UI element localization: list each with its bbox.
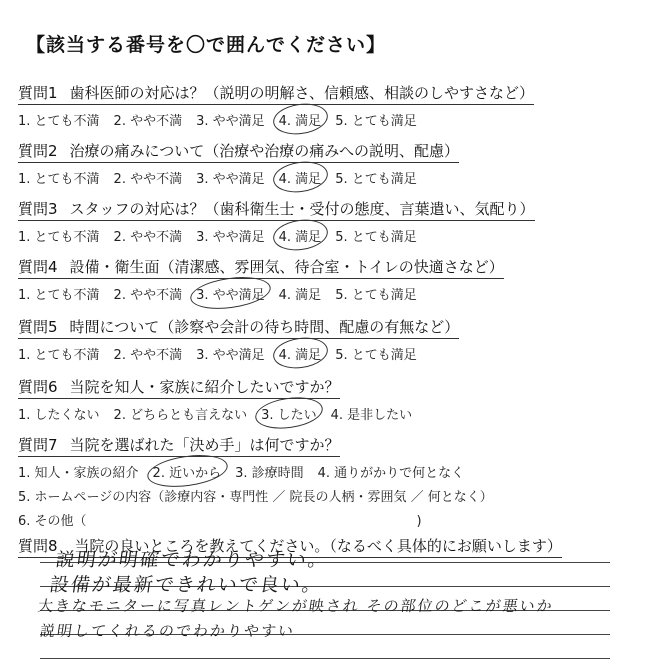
answer-option-label: 2. どちらとも言えない xyxy=(113,408,248,423)
question-number: 質問4 xyxy=(18,258,58,276)
answer-option[interactable] xyxy=(18,168,100,187)
answer-option-label: 3. やや満足 xyxy=(196,288,265,303)
answer-options xyxy=(18,344,618,363)
answer-options xyxy=(18,110,618,129)
question-number: 質問2 xyxy=(18,142,58,160)
question-block xyxy=(18,198,618,245)
question-number: 質問3 xyxy=(18,200,58,218)
page-title: 【該当する番号を〇で囲んでください】 xyxy=(26,34,387,56)
answer-option[interactable] xyxy=(235,462,304,481)
answer-option-label: 1. とても不満 xyxy=(18,172,100,187)
answer-option[interactable] xyxy=(335,284,417,303)
hand-drawn-circle xyxy=(271,216,329,253)
question-heading xyxy=(18,316,459,339)
answer-option-label: 3. やや満足 xyxy=(196,348,265,363)
question-block xyxy=(18,434,618,529)
handwritten-answer-line: 説明が明確でわかりやすい。 xyxy=(54,549,331,571)
answer-options xyxy=(18,284,618,303)
answer-option[interactable] xyxy=(153,462,222,481)
answer-option-label: 1. とても不満 xyxy=(18,348,100,363)
question-heading xyxy=(18,140,459,163)
question-number: 質問5 xyxy=(18,318,58,336)
answer-option-label: 1. とても不満 xyxy=(18,114,100,129)
answer-option-label: 2. やや不満 xyxy=(113,230,183,245)
answer-option[interactable] xyxy=(279,344,322,363)
answer-option-label: 1. とても不満 xyxy=(18,230,100,245)
answer-option-label: 5. とても満足 xyxy=(335,172,417,187)
handwritten-answer-line: 大きなモニターに写真レントゲンが映され その部位のどこが悪いか xyxy=(36,597,555,615)
answer-option-label: 4. 満足 xyxy=(278,114,322,129)
answer-option-label: 4. 通りがかりで何となく xyxy=(317,466,465,481)
answer-option-label: 3. やや満足 xyxy=(196,114,265,129)
answer-option[interactable] xyxy=(279,226,322,245)
answer-option[interactable] xyxy=(279,168,322,187)
answer-option-label: 4. 是非したい xyxy=(330,408,413,423)
answer-options xyxy=(18,462,618,481)
answer-option[interactable] xyxy=(335,110,417,129)
answer-option[interactable] xyxy=(114,168,183,187)
hand-drawn-circle xyxy=(271,334,329,371)
answer-option[interactable] xyxy=(114,284,183,303)
answer-option[interactable] xyxy=(18,462,139,481)
answer-option-label: 3. 診療時間 xyxy=(235,466,304,481)
question-block xyxy=(18,316,618,363)
answer-options-extra[interactable]: 5. ホームページの内容（診療内容・専門性 ／ 院長の人柄・雰囲気 ／ 何となく） xyxy=(18,490,493,505)
answer-option-label: 2. やや不満 xyxy=(113,114,183,129)
question-block xyxy=(18,256,618,303)
question-text: 時間について（診察や会計の待ち時間、配慮の有無など） xyxy=(69,318,460,336)
answer-option-label: 4. 満足 xyxy=(278,348,322,363)
question-heading xyxy=(18,198,535,221)
question-text: スタッフの対応は？（歯科衛生士・受付の態度、言葉遣い、気配り） xyxy=(69,200,535,218)
answer-option[interactable] xyxy=(114,344,183,363)
answer-option[interactable] xyxy=(331,404,413,423)
question-text: 歯科医師の対応は？（説明の明解さ、信頼感、相談のしやすさなど） xyxy=(69,84,534,102)
answer-option[interactable] xyxy=(196,168,265,187)
answer-option-label: 1. 知人・家族の紹介 xyxy=(18,466,139,481)
question-text: 設備・衛生面（清潔感、雰囲気、待合室・トイレの快適さなど） xyxy=(69,258,504,276)
question-heading xyxy=(18,82,534,105)
answer-option[interactable] xyxy=(18,344,100,363)
question-number: 質問6 xyxy=(18,378,58,396)
answer-option[interactable] xyxy=(114,404,248,423)
question-block xyxy=(18,140,618,187)
other-label: 6. その他（ xyxy=(18,514,87,529)
answer-option[interactable] xyxy=(335,226,417,245)
question-heading xyxy=(18,434,340,457)
other-close-paren: ) xyxy=(416,514,422,529)
answer-option-label: 3. やや満足 xyxy=(196,230,265,245)
answer-option-label: 2. やや不満 xyxy=(113,172,183,187)
answer-option[interactable] xyxy=(279,110,322,129)
answer-option-label: 4. 満足 xyxy=(278,230,322,245)
answer-option[interactable] xyxy=(196,284,265,303)
answer-option-label: 5. とても満足 xyxy=(335,348,417,363)
handwritten-answer-line: 説明してくれるのでわかりやすい xyxy=(38,622,297,640)
answer-options xyxy=(18,168,618,187)
question-block xyxy=(18,82,618,129)
answer-option[interactable] xyxy=(261,404,317,423)
answer-option-label: 5. とても満足 xyxy=(335,230,417,245)
question-text: 治療の痛みについて（治療や治療の痛みへの説明、配慮） xyxy=(69,142,459,160)
hand-drawn-circle xyxy=(271,158,329,195)
answer-option[interactable] xyxy=(114,110,183,129)
answer-option[interactable] xyxy=(196,226,265,245)
answer-option-label: 2. やや不満 xyxy=(113,348,183,363)
answer-option-label: 5. とても満足 xyxy=(335,114,417,129)
question-heading xyxy=(18,256,504,279)
answer-option[interactable] xyxy=(18,226,100,245)
answer-option[interactable] xyxy=(18,110,100,129)
answer-option-label: 3. やや満足 xyxy=(196,172,265,187)
answer-option-label: 2. 近いから xyxy=(152,466,222,481)
answer-options xyxy=(18,226,618,245)
answer-option-label: 1. したくない xyxy=(18,408,100,423)
answer-option-other[interactable] xyxy=(18,510,618,529)
answer-option[interactable] xyxy=(335,168,417,187)
answer-option-label: 3. したい xyxy=(261,408,317,423)
answer-option[interactable] xyxy=(335,344,417,363)
answer-option[interactable] xyxy=(279,284,322,303)
answer-option[interactable] xyxy=(196,344,265,363)
hand-drawn-circle xyxy=(271,100,329,137)
answer-option[interactable] xyxy=(196,110,265,129)
answer-option[interactable] xyxy=(318,462,465,481)
answer-option-label: 5. とても満足 xyxy=(335,288,417,303)
answer-option-label: 4. 満足 xyxy=(278,288,322,303)
answer-line xyxy=(40,658,610,659)
answer-option[interactable] xyxy=(18,284,100,303)
answer-option-label: 2. やや不満 xyxy=(113,288,183,303)
handwritten-answer-line: 設備が最新できれいで良い。 xyxy=(48,574,325,596)
question-number: 質問1 xyxy=(18,84,58,102)
answer-option[interactable] xyxy=(114,226,183,245)
answer-option-label: 4. 満足 xyxy=(278,172,322,187)
answer-options xyxy=(18,404,618,423)
question-block xyxy=(18,376,618,423)
question-number: 質問7 xyxy=(18,436,58,454)
question-text: 当院を選ばれた「決め手」は何ですか？ xyxy=(69,436,340,454)
hand-drawn-circle xyxy=(253,393,324,432)
question-heading xyxy=(18,376,340,399)
answer-option[interactable] xyxy=(18,404,100,423)
q8-text: 当院の良いところを教えてください。（なるべく具体的にお願いします） xyxy=(74,537,562,555)
question-text: 当院を知人・家族に紹介したいですか？ xyxy=(69,378,340,396)
answer-option-label: 1. とても不満 xyxy=(18,288,100,303)
q8-number: 質問8 xyxy=(18,537,58,555)
